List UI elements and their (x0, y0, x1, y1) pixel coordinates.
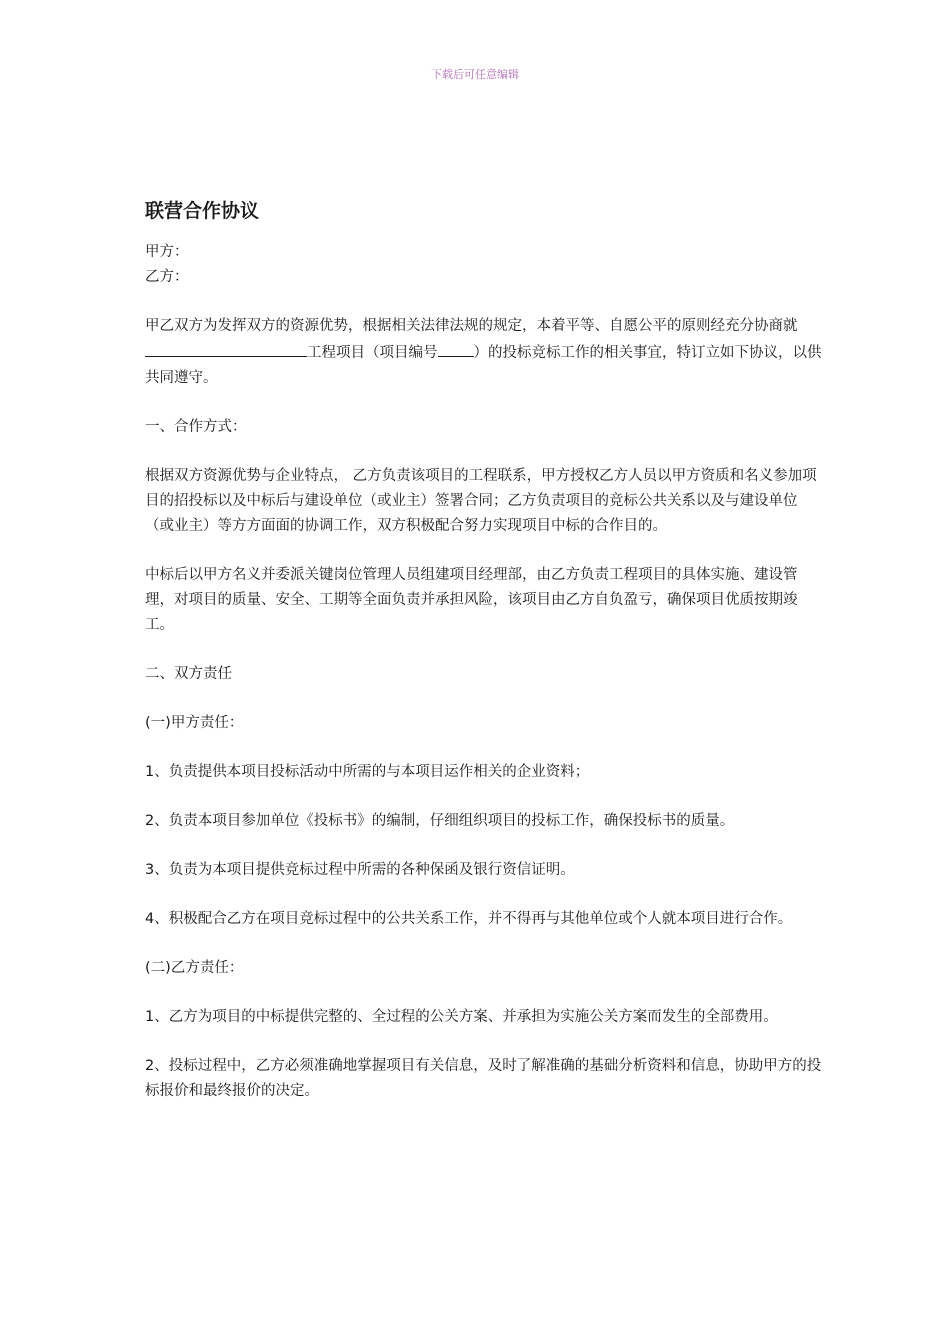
header-note: 下载后可任意编辑 (431, 68, 519, 81)
section1-paragraph-1: 根据双方资源优势与企业特点， 乙方负责该项目的工程联系，甲方授权乙方人员以甲方资质和名义参加项目的招投标以及中标后与建设单位（或业主）签署合同；乙方负责项目的竞标公共关系以及与建设单位（或业主）等方方面面的协调工作，双方积极配合努力实现项目中标的合作目的。 (145, 468, 817, 534)
intro-text-1: 甲乙双方为发挥双方的资源优势，根据相关法律法规的规定，本着平等、自愿公平的原则经充分协商就 (145, 318, 798, 334)
document-title: 联营合作协议 (145, 200, 260, 222)
party-a-duty-item: 4、积极配合乙方在项目竞标过程中的公共关系工作，并不得再与其他单位或个人就本项目进行合作。 (145, 911, 793, 927)
project-name-blank (145, 339, 307, 357)
intro-paragraph (145, 314, 825, 391)
party-b-duty-item: 1、乙方为项目的中标提供完整的、全过程的公关方案、并承担为实施公关方案而发生的全部费用。 (145, 1009, 778, 1025)
intro-text-2: 工程项目（项目编号 (307, 345, 438, 361)
section2-heading: 二、双方责任 (145, 666, 232, 682)
party-a-label: 甲方： (145, 244, 189, 260)
party-b-duty-item: 2、投标过程中，乙方必须准确地掌握项目有关信息，及时了解准确的基础分析资料和信息，协助甲方的投标报价和最终报价的决定。 (145, 1058, 822, 1099)
party-a-duty-item: 3、负责为本项目提供竞标过程中所需的各种保函及银行资信证明。 (145, 862, 575, 878)
intro-text-3: ）的投标竞标工作的相关事宜，特订立如下协议，以供共同遵守。 (145, 345, 822, 386)
party-a-duty-item: 1、负责提供本项目投标活动中所需的与本项目运作相关的企业资料； (145, 764, 590, 780)
section1-paragraph-2: 中标后以甲方名义并委派关键岗位管理人员组建项目经理部，由乙方负责工程项目的具体实施、建设管理，对项目的质量、安全、工期等全面负责并承担风险，该项目由乙方自负盈亏，确保项目优质按期竣工。 (145, 567, 798, 633)
party-a-duty-item: 2、负责本项目参加单位《投标书》的编制，仔细组织项目的投标工作，确保投标书的质量。 (145, 813, 735, 829)
party-b-label: 乙方： (145, 269, 189, 285)
party-b-duties-heading: (二)乙方责任： (145, 960, 244, 976)
party-a-duties-heading: (一)甲方责任： (145, 715, 244, 731)
section1-heading: 一、合作方式： (145, 419, 247, 435)
document-body (145, 196, 825, 1104)
project-number-blank (438, 339, 474, 357)
parties-block (145, 240, 825, 290)
